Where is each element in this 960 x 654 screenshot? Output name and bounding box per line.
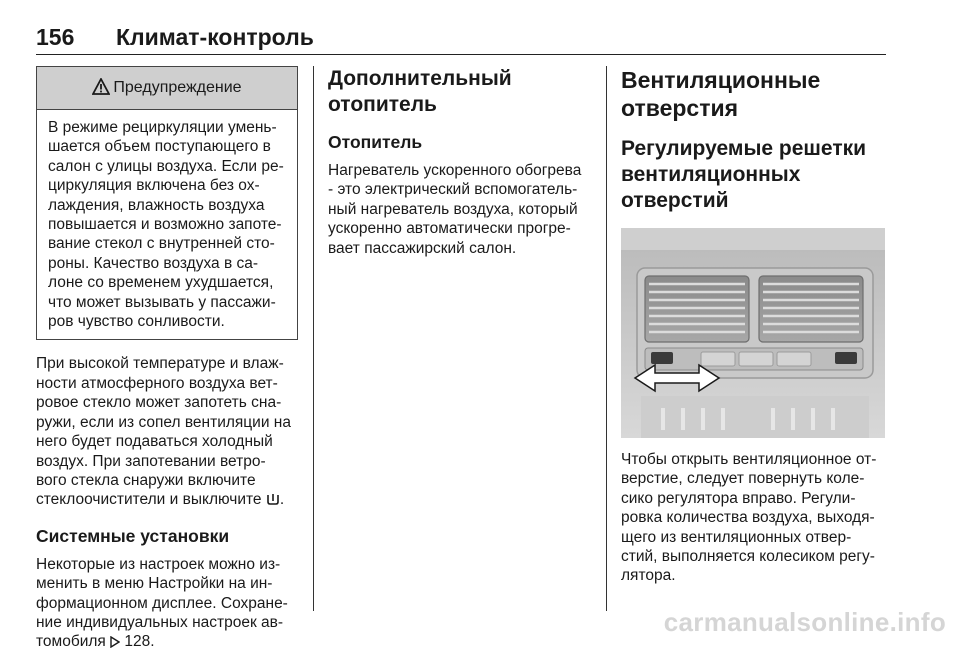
column-divider (606, 66, 607, 611)
adjustable-vents-subheading: Регулируемые решетки вентиляционных отверстий (621, 137, 867, 212)
warning-box (36, 66, 298, 340)
column-left (36, 66, 298, 654)
system-settings-heading: Системные установки (36, 525, 230, 546)
page-reference-link[interactable]: 128. (124, 633, 155, 651)
settings-paragraph (36, 555, 298, 654)
watermark: carmanualsonline.info (663, 607, 946, 637)
column-divider (313, 66, 314, 611)
windshield-period: . (279, 491, 285, 509)
heater-subheading: Отопитель (328, 132, 423, 152)
air-vents-heading: Вентиляционные отверстия (621, 67, 821, 121)
air-vent-photo (621, 228, 885, 438)
windshield-paragraph (36, 354, 298, 511)
fan-icon (266, 492, 280, 511)
warning-header (37, 67, 297, 110)
warning-triangle-icon (92, 70, 110, 112)
auxiliary-heater-heading: Дополнительный отопитель (328, 67, 512, 116)
column-middle (328, 66, 590, 258)
page-reference-arrow-icon (110, 634, 120, 653)
vents-paragraph: Чтобы открыть вентиляционное от- верстие, следует повернуть коле- сико регулятора вправо. Регули- ровка количества воздуха, выходя- щего из вентиляционных отвер- стий, выполняется колесиком регу- лятора. (621, 451, 877, 585)
heater-paragraph: Нагреватель ускоренного обогрева - это электрический вспомогатель- ный нагреватель воздуха, который ускоренно автоматически прогре- вает пассажирский салон. (328, 162, 582, 257)
section-title: Климат-контроль (116, 24, 314, 50)
windshield-text: При высокой температуре и влаж- ности атмосферного воздуха вет- ровое стекло может запотеть сна- ружи, если из сопел вентиляции на него будет подаваться холодный воздух. При запотевании ветро- вого стекла снаружи включите стеклоочистители и выключите (36, 355, 291, 509)
warning-text: В режиме рециркуляции умень- шается объем поступающего в салон с улицы воздуха. Если ре- циркуляция включена без ох- лаждения, влажность воздуха повышается и возможно запоте- вание стекол с внутренней сто- роны. Качество воздуха в са- лоне со временем ухудшается, что может вызывать у пассажи- ров чувство сонливости. (48, 119, 284, 331)
warning-title: Предупреждение (113, 79, 242, 96)
column-right (621, 66, 887, 586)
settings-text: Некоторые из настроек можно из- менить в меню Настройки на ин- формационном дисплее. Сохране- ние индивидуальных настроек ав- томобиля (36, 555, 288, 651)
page-header (36, 10, 886, 55)
page-number: 156 (36, 24, 75, 50)
